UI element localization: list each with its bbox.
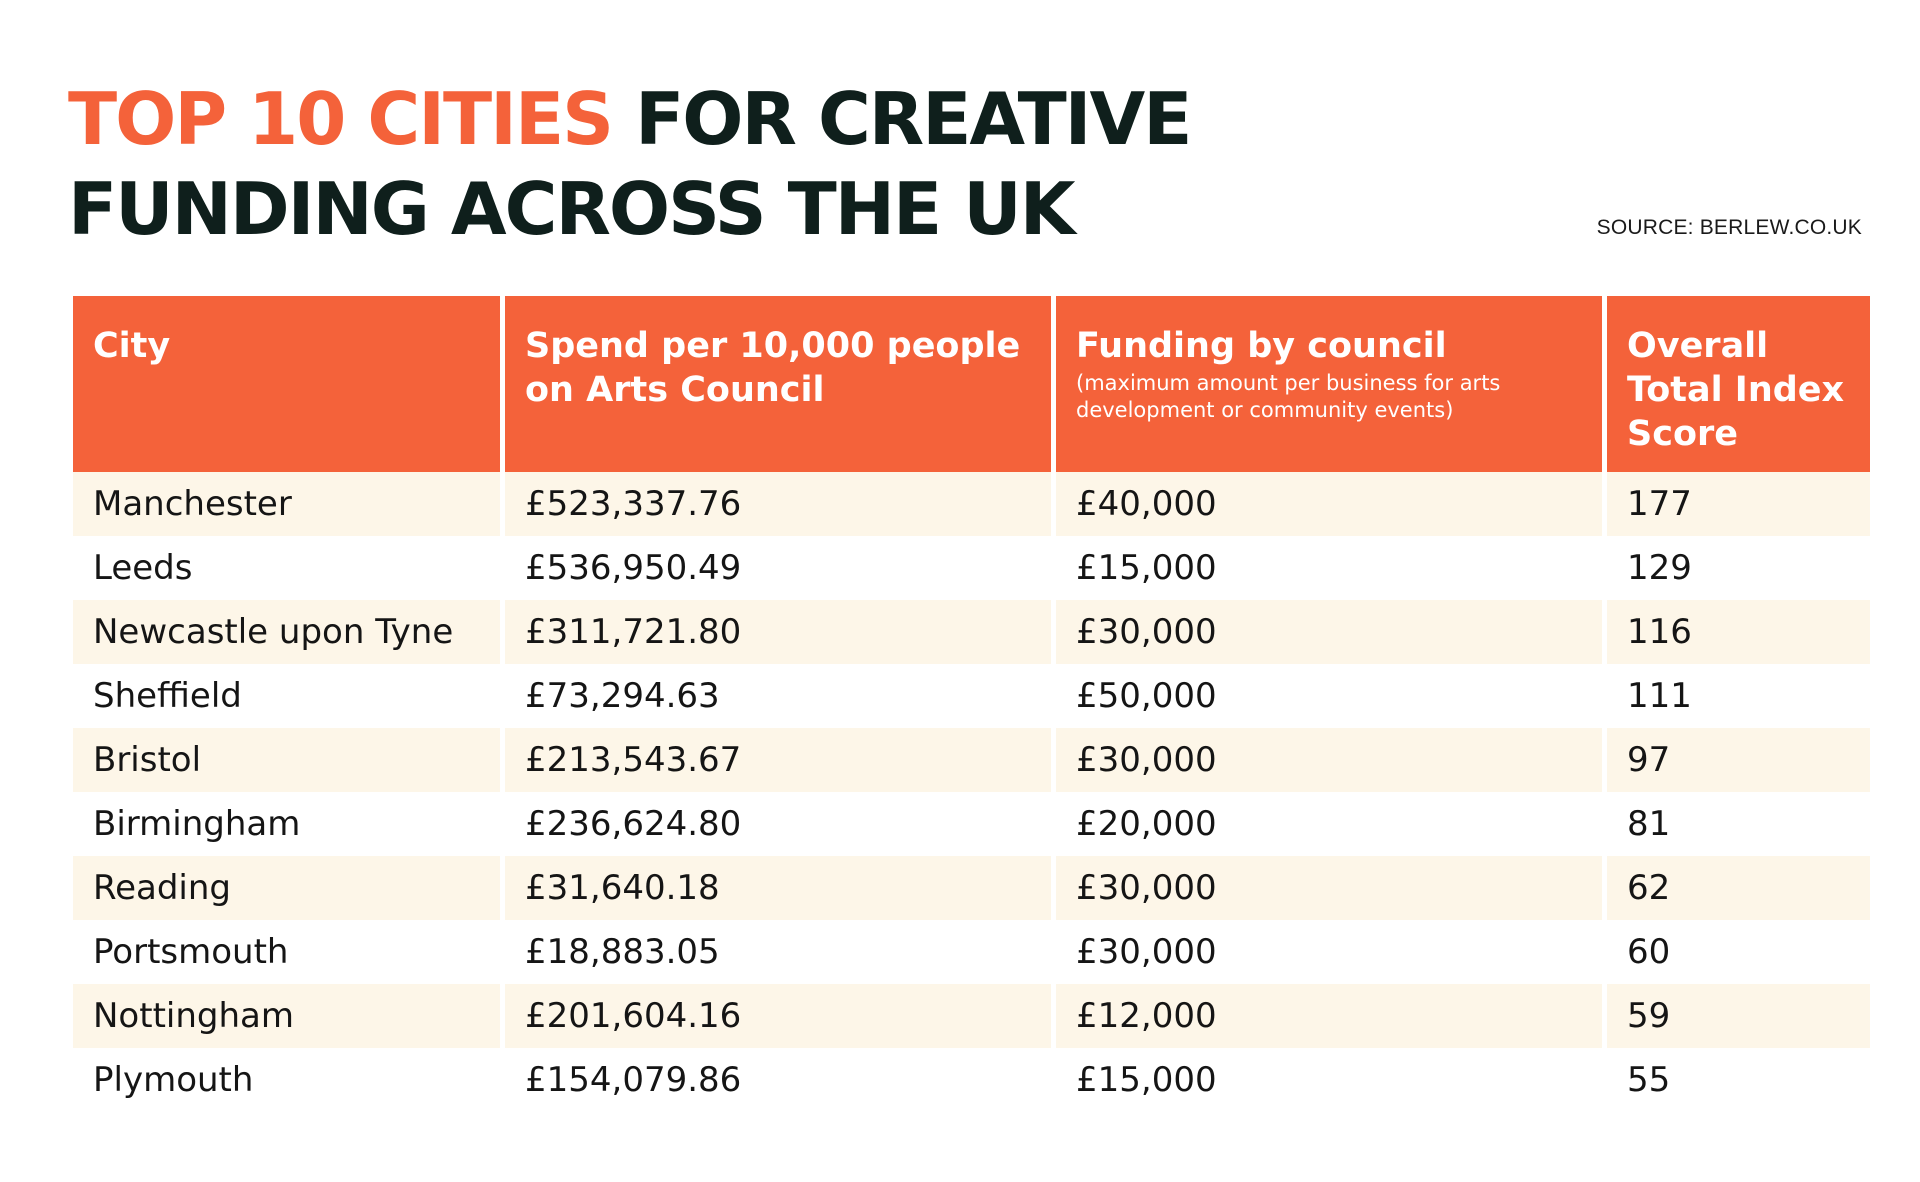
table-row [73,728,1870,792]
score-cell: 81 [1607,792,1870,856]
spend-cell: £523,337.76 [505,472,1051,536]
table-row [73,1048,1870,1112]
table-row [73,664,1870,728]
table-row [73,472,1870,536]
column-header-spend [505,296,1051,472]
column-header-label: Funding by council [1076,326,1447,366]
column-header-label: City [93,326,171,366]
spend-cell: £154,079.86 [505,1048,1051,1112]
score-cell: 177 [1607,472,1870,536]
spend-cell: £213,543.67 [505,728,1051,792]
score-cell: 116 [1607,600,1870,664]
table-row [73,920,1870,984]
city-cell: Newcastle upon Tyne [73,600,500,664]
title-rest-line-2: FUNDING ACROSS THE UK [68,167,1074,251]
spend-cell: £536,950.49 [505,536,1051,600]
city-cell: Plymouth [73,1048,500,1112]
page-title [68,74,1190,254]
source-credit: SOURCE: BERLEW.CO.UK [1596,216,1862,239]
funding-cell: £50,000 [1056,664,1602,728]
table-row [73,792,1870,856]
score-cell: 97 [1607,728,1870,792]
table-body [73,472,1870,1112]
title-accent: TOP 10 CITIES [68,77,612,161]
spend-cell: £236,624.80 [505,792,1051,856]
city-cell: Leeds [73,536,500,600]
city-cell: Bristol [73,728,500,792]
funding-cell: £15,000 [1056,1048,1602,1112]
title-rest-line-1: FOR CREATIVE [612,77,1191,161]
funding-cell: £40,000 [1056,472,1602,536]
funding-cell: £30,000 [1056,600,1602,664]
score-cell: 60 [1607,920,1870,984]
city-cell: Portsmouth [73,920,500,984]
funding-cell: £30,000 [1056,920,1602,984]
city-cell: Reading [73,856,500,920]
funding-cell: £20,000 [1056,792,1602,856]
table-row [73,600,1870,664]
city-cell: Nottingham [73,984,500,1048]
spend-cell: £18,883.05 [505,920,1051,984]
funding-cell: £30,000 [1056,728,1602,792]
column-header-label: Spend per 10,000 people on Arts Council [525,326,1021,410]
funding-cell: £30,000 [1056,856,1602,920]
spend-cell: £73,294.63 [505,664,1051,728]
table-row [73,536,1870,600]
table-row [73,984,1870,1048]
spend-cell: £311,721.80 [505,600,1051,664]
score-cell: 59 [1607,984,1870,1048]
funding-table [68,296,1875,1112]
spend-cell: £201,604.16 [505,984,1051,1048]
table-row [73,856,1870,920]
column-header-city [73,296,500,472]
city-cell: Manchester [73,472,500,536]
column-header-score [1607,296,1870,472]
score-cell: 62 [1607,856,1870,920]
column-header-funding [1056,296,1602,472]
column-header-label: Overall Total Index Score [1627,326,1845,454]
header-row [73,296,1870,472]
spend-cell: £31,640.18 [505,856,1051,920]
score-cell: 55 [1607,1048,1870,1112]
score-cell: 111 [1607,664,1870,728]
city-cell: Birmingham [73,792,500,856]
funding-cell: £15,000 [1056,536,1602,600]
table-header [73,296,1870,472]
score-cell: 129 [1607,536,1870,600]
funding-cell: £12,000 [1056,984,1602,1048]
city-cell: Sheffield [73,664,500,728]
column-header-sublabel: (maximum amount per business for arts development or community events) [1076,371,1501,422]
